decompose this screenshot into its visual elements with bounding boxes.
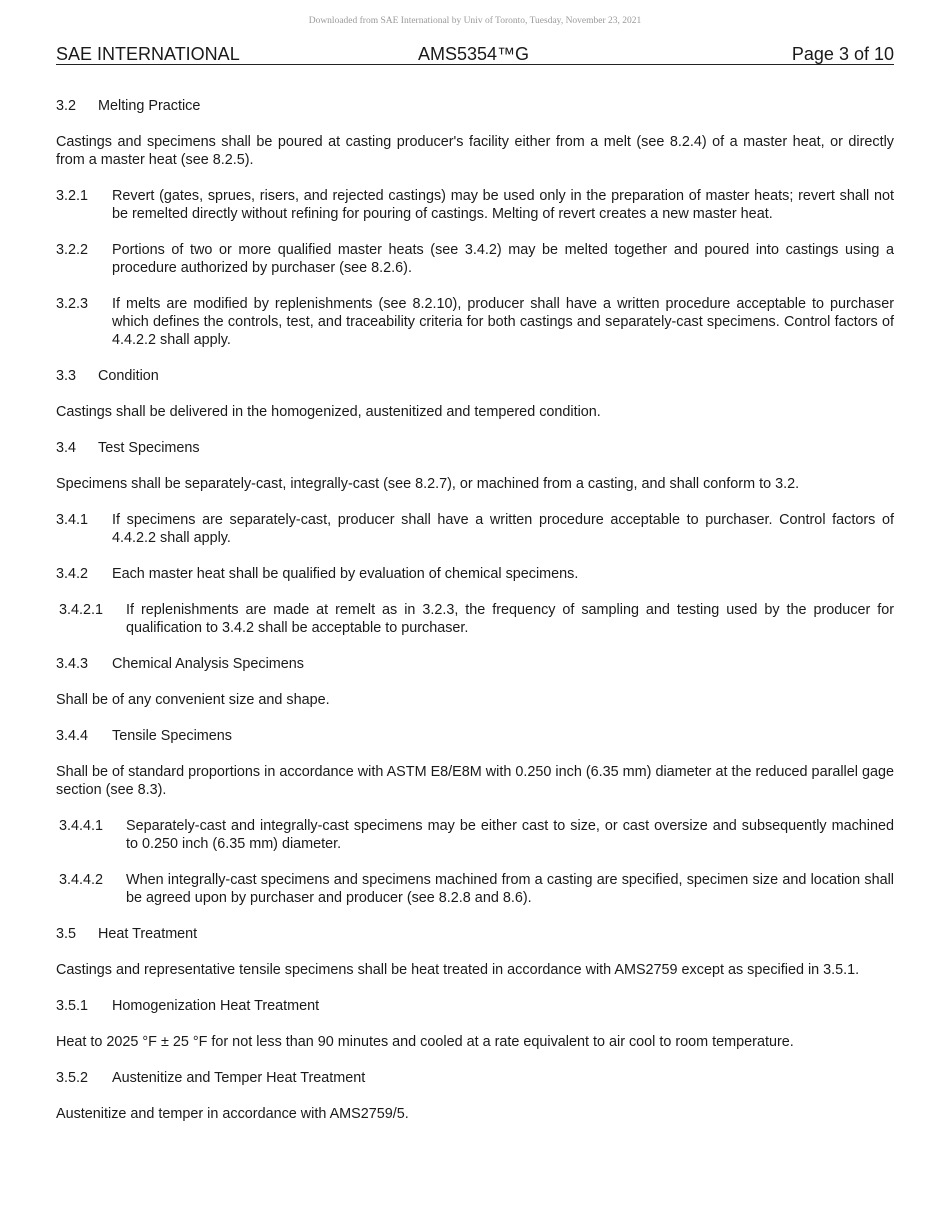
clause-text: Revert (gates, sprues, risers, and rejected castings) may be used only in the preparation of master heats; revert shall not be remelted directly without refining for pouring of castings. Melting of revert creates a new master heat. bbox=[112, 188, 894, 222]
section-heading bbox=[56, 97, 894, 115]
page-header bbox=[56, 44, 894, 65]
numbered-subclause bbox=[56, 817, 894, 853]
paragraph: Castings and specimens shall be poured at casting producer's facility either from a melt (see 8.2.4) of a master heat, or directly from a master heat (see 8.2.5). bbox=[56, 134, 894, 168]
numbered-subclause bbox=[56, 871, 894, 907]
paragraph: Castings and representative tensile specimens shall be heat treated in accordance with AMS2759 except as specified in 3.5.1. bbox=[56, 962, 860, 978]
section-number: 3.2 bbox=[56, 98, 77, 114]
clause-text: If replenishments are made at remelt as in 3.2.3, the frequency of sampling and testing used by the producer for qualification to 3.4.2 shall be acceptable to purchaser. bbox=[126, 602, 894, 636]
paragraph: Shall be of standard proportions in accordance with ASTM E8/E8M with 0.250 inch (6.35 mm) diameter at the reduced parallel gage section (see 8.3). bbox=[56, 764, 894, 798]
clause-text: Portions of two or more qualified master heats (see 3.4.2) may be melted together and poured into castings using a procedure authorized by purchaser (see 8.2.6). bbox=[112, 242, 894, 276]
section-heading bbox=[56, 925, 894, 943]
document-body bbox=[56, 97, 894, 1141]
header-document-number: AMS5354™G bbox=[418, 44, 530, 64]
subsection-heading bbox=[56, 655, 894, 673]
clause-number: 3.4.2.1 bbox=[59, 602, 104, 618]
subsection-heading bbox=[56, 997, 894, 1015]
section-number: 3.4.3 bbox=[56, 656, 89, 672]
numbered-clause bbox=[56, 187, 894, 223]
numbered-subclause bbox=[56, 601, 894, 637]
numbered-clause bbox=[56, 295, 894, 349]
clause-number: 3.2.1 bbox=[56, 188, 89, 204]
section-number: 3.5.2 bbox=[56, 1070, 89, 1086]
numbered-clause bbox=[56, 511, 894, 547]
header-organization: SAE INTERNATIONAL bbox=[56, 44, 240, 64]
download-watermark: Downloaded from SAE International by Univ of Toronto, Tuesday, November 23, 2021 bbox=[308, 16, 642, 26]
numbered-clause bbox=[56, 565, 894, 583]
section-heading bbox=[56, 439, 894, 457]
section-number: 3.4 bbox=[56, 440, 77, 456]
section-number: 3.5.1 bbox=[56, 998, 89, 1014]
clause-text: When integrally-cast specimens and specimens machined from a casting are specified, specimen size and location shall be agreed upon by purchaser and producer (see 8.2.8 and 8.6). bbox=[126, 872, 894, 906]
clause-text: Each master heat shall be qualified by evaluation of chemical specimens. bbox=[112, 566, 579, 582]
section-number: 3.5 bbox=[56, 926, 77, 942]
section-title: Melting Practice bbox=[98, 98, 201, 114]
header-page-number: Page 3 of 10 bbox=[791, 44, 894, 64]
clause-number: 3.4.1 bbox=[56, 512, 89, 528]
section-heading bbox=[56, 367, 894, 385]
section-title: Homogenization Heat Treatment bbox=[112, 998, 320, 1014]
section-title: Test Specimens bbox=[98, 440, 200, 456]
section-title: Austenitize and Temper Heat Treatment bbox=[112, 1070, 366, 1086]
section-title: Tensile Specimens bbox=[112, 728, 232, 744]
clause-number: 3.2.3 bbox=[56, 296, 89, 312]
section-title: Condition bbox=[98, 368, 159, 384]
paragraph: Castings shall be delivered in the homogenized, austenitized and tempered condition. bbox=[56, 404, 601, 420]
subsection-heading bbox=[56, 727, 894, 745]
section-number: 3.3 bbox=[56, 368, 77, 384]
section-title: Chemical Analysis Specimens bbox=[112, 656, 304, 672]
paragraph: Specimens shall be separately-cast, integrally-cast (see 8.2.7), or machined from a casting, and shall conform to 3.2. bbox=[56, 476, 800, 492]
clause-number: 3.4.4.1 bbox=[59, 818, 104, 834]
clause-text: If melts are modified by replenishments (see 8.2.10), producer shall have a written procedure acceptable to purchaser which defines the controls, test, and traceability criteria for both castings and separately-cast specimens. Control factors of 4.4.2.2 shall apply. bbox=[112, 296, 894, 348]
clause-number: 3.2.2 bbox=[56, 242, 89, 258]
section-title: Heat Treatment bbox=[98, 926, 198, 942]
numbered-clause bbox=[56, 241, 894, 277]
paragraph: Shall be of any convenient size and shape. bbox=[56, 692, 330, 708]
subsection-heading bbox=[56, 1069, 894, 1087]
section-number: 3.4.4 bbox=[56, 728, 89, 744]
clause-number: 3.4.4.2 bbox=[59, 872, 104, 888]
paragraph: Austenitize and temper in accordance with AMS2759/5. bbox=[56, 1106, 409, 1122]
clause-number: 3.4.2 bbox=[56, 566, 89, 582]
clause-text: Separately-cast and integrally-cast specimens may be either cast to size, or cast oversize and subsequently machined to 0.250 inch (6.35 mm) diameter. bbox=[126, 818, 894, 852]
clause-text: If specimens are separately-cast, producer shall have a written procedure acceptable to purchaser. Control factors of 4.4.2.2 shall apply. bbox=[112, 512, 894, 546]
paragraph: Heat to 2025 °F ± 25 °F for not less than 90 minutes and cooled at a rate equivalent to air cool to room temperature. bbox=[56, 1034, 794, 1050]
